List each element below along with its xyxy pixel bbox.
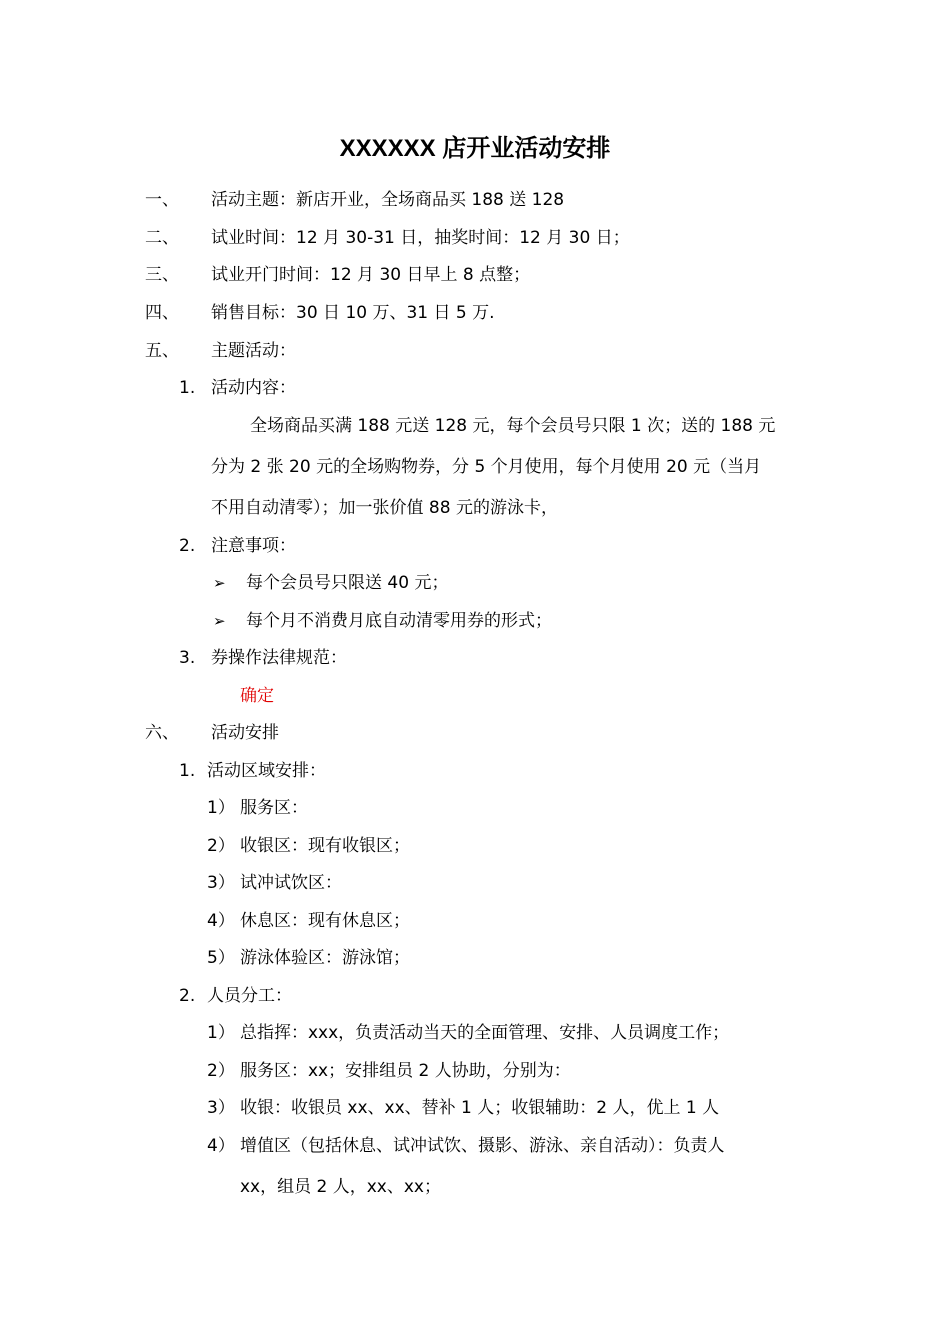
- sub-item-text: 总指挥：xxx，负责活动当天的全面管理、安排、人员调度工作；: [240, 1023, 730, 1043]
- content-paragraph-line: 不用自动清零）；加一张价值 88 元的游泳卡，: [211, 498, 558, 518]
- sub-item-text: 收银：收银员 xx、xx、替补 1 人；收银辅助：2 人，优上 1 人: [240, 1098, 720, 1118]
- sub-item-text: 试冲试饮区：: [240, 873, 342, 893]
- content-paragraph-line: 全场商品买满 188 元送 128 元，每个会员号只限 1 次；送的 188 元: [250, 416, 776, 436]
- bullet-text: 每个会员号只限送 40 元；: [246, 573, 449, 593]
- sub-number: 2）: [207, 836, 235, 856]
- content-paragraph-line: 分为 2 张 20 元的全场购物券，分 5 个月使用，每个月使用 20 元（当月: [211, 457, 762, 477]
- sub-number: 1）: [207, 1023, 235, 1043]
- list-item-text: 活动区域安排：: [207, 761, 326, 781]
- sub-item-text: 游泳体验区：游泳馆；: [240, 948, 410, 968]
- list-item-text: 活动内容：: [211, 378, 296, 398]
- list-number: 2.: [179, 536, 196, 556]
- section-text: 试业时间：12 月 30-31 日，抽奖时间：12 月 30 日；: [211, 228, 630, 248]
- section-text: 主题活动：: [211, 341, 296, 361]
- section-number: 二、: [145, 228, 179, 248]
- sub-number: 4）: [207, 1136, 235, 1156]
- arrow-bullet-icon: ➢: [213, 612, 226, 630]
- section-number: 五、: [145, 341, 179, 361]
- arrow-bullet-icon: ➢: [213, 574, 226, 592]
- list-number: 3.: [179, 648, 196, 668]
- confirm-text: 确定: [240, 686, 274, 706]
- list-item-text: 人员分工：: [207, 986, 292, 1006]
- sub-number: 2）: [207, 1061, 235, 1081]
- sub-item-text: 休息区：现有休息区；: [240, 911, 410, 931]
- section-text: 销售目标：30 日 10 万、31 日 5 万.: [211, 303, 495, 323]
- list-item-text: 券操作法律规范：: [211, 648, 347, 668]
- sub-item-text-continued: xx，组员 2 人，xx、xx；: [240, 1177, 441, 1197]
- sub-number: 5）: [207, 948, 235, 968]
- list-number: 1.: [179, 378, 196, 398]
- sub-number: 3）: [207, 1098, 235, 1118]
- sub-item-text: 增值区（包括休息、试冲试饮、摄影、游泳、亲自活动）：负责人: [240, 1136, 725, 1156]
- list-item-text: 注意事项：: [211, 536, 296, 556]
- sub-item-text: 服务区：: [240, 798, 308, 818]
- section-text: 试业开门时间：12 月 30 日早上 8 点整；: [211, 265, 531, 285]
- sub-item-text: 服务区：xx；安排组员 2 人协助，分别为：: [240, 1061, 571, 1081]
- section-number: 六、: [145, 723, 179, 743]
- sub-item-text: 收银区：现有收银区；: [240, 836, 410, 856]
- list-number: 2.: [179, 986, 196, 1006]
- section-text: 活动主题：新店开业，全场商品买 188 送 128: [211, 190, 565, 210]
- page-title: XXXXXX 店开业活动安排: [339, 135, 611, 162]
- section-number: 四、: [145, 303, 179, 323]
- bullet-text: 每个月不消费月底自动清零用券的形式；: [246, 611, 552, 631]
- sub-number: 3）: [207, 873, 235, 893]
- section-number: 三、: [145, 265, 179, 285]
- sub-number: 1）: [207, 798, 235, 818]
- section-number: 一、: [145, 190, 179, 210]
- list-number: 1.: [179, 761, 196, 781]
- sub-number: 4）: [207, 911, 235, 931]
- section-text: 活动安排: [211, 723, 279, 743]
